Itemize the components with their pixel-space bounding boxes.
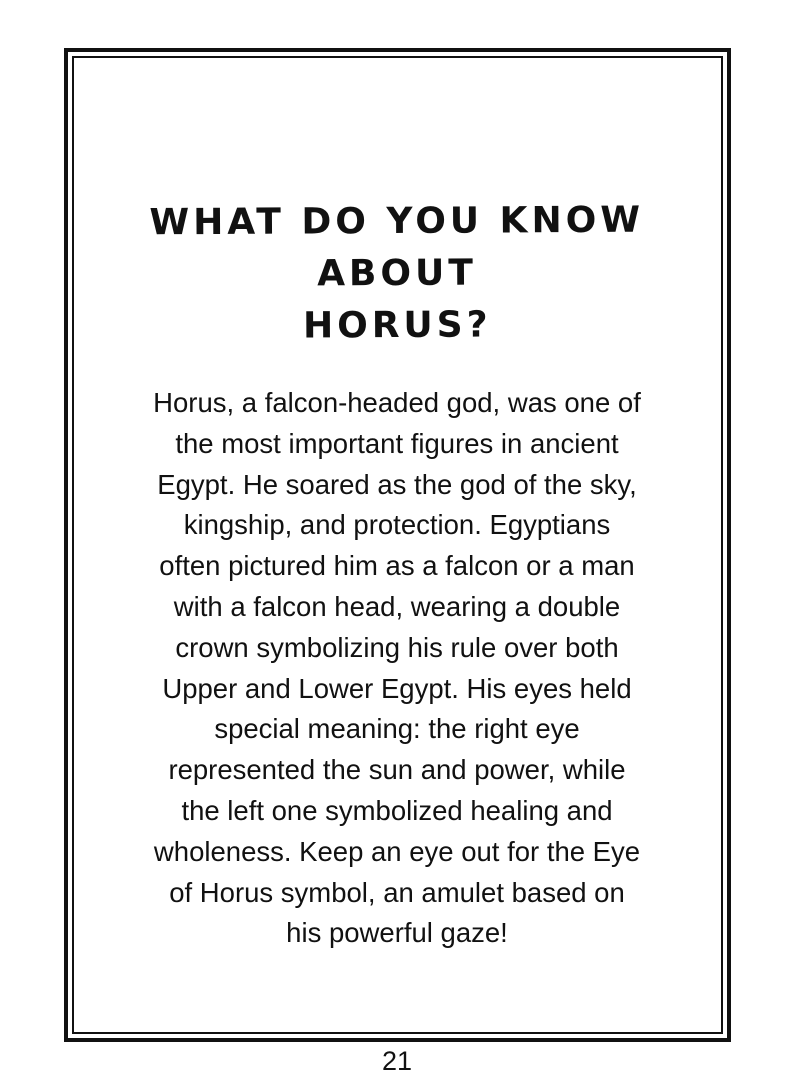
page-title: WHAT DO YOU KNOW ABOUT HORUS? [149, 199, 645, 347]
body-paragraph: Horus, a falcon-headed god, was one of the most important figures in ancient Egypt. He soared as the god of the sky, kingship, and protection. Egyptians often pictured him as a falcon or a man with a falcon head, wearing a double crown symbolizing his rule over both Upper and Lower Egypt. His eyes held special meaning: the right eye represented the sun and power, while the left one symbolized healing and wholeness. Keep an eye out for the Eye of Horus symbol, an amulet based on his powerful gaze! [153, 387, 641, 949]
page-number: 21 [381, 1046, 413, 1076]
